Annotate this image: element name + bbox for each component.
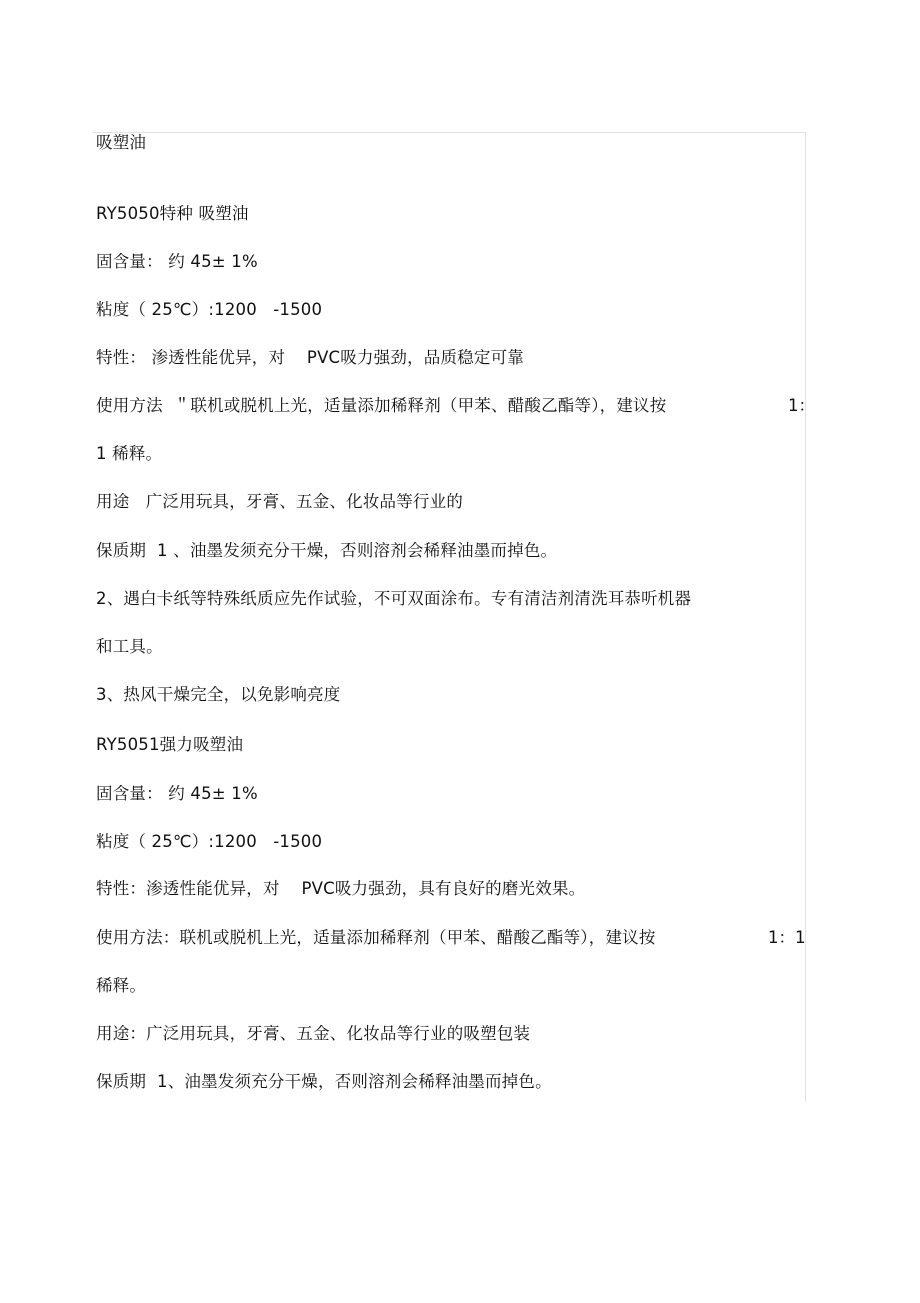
product-1-usage-ratio: 1： bbox=[788, 396, 815, 415]
product-2-purpose: 用途：广泛用玩具，牙膏、五金、化妆品等行业的吸塑包装 bbox=[96, 1024, 531, 1043]
doc-title: 吸塑油 bbox=[96, 133, 147, 152]
product-1-solid-content: 固含量： 约 45± 1% bbox=[96, 252, 258, 271]
product-2-usage-ratio: 1：1 bbox=[768, 928, 806, 947]
product-1-name: RY5050特种 吸塑油 bbox=[96, 204, 249, 223]
product-2-usage-cont: 稀释。 bbox=[96, 976, 147, 995]
page-frame bbox=[92, 132, 806, 1102]
product-1-usage-cont: 1 稀释。 bbox=[96, 444, 163, 463]
product-2-name: RY5051强力吸塑油 bbox=[96, 735, 244, 754]
product-1-note-3: 3、热风干燥完全，以免影响亮度 bbox=[96, 685, 341, 704]
product-1-shelf-life: 保质期 1 、油墨发须充分干燥，否则溶剂会稀释油墨而掉色。 bbox=[96, 541, 558, 560]
product-2-viscosity: 粘度（ 25℃）:1200 -1500 bbox=[96, 832, 323, 851]
product-1-note-2: 2、遇白卡纸等特殊纸质应先作试验，不可双面涂布。专有清洁剂清洗耳恭听机器 bbox=[96, 589, 692, 608]
product-1-usage: 使用方法 ＂联机或脱机上光，适量添加稀释剂（甲苯、醋酸乙酯等），建议按 bbox=[96, 396, 667, 415]
product-1-usage-ratio-clip bbox=[780, 396, 815, 418]
product-1-purpose: 用途 广泛用玩具，牙膏、五金、化妆品等行业的 bbox=[96, 492, 464, 511]
product-2-usage: 使用方法：联机或脱机上光，适量添加稀释剂（甲苯、醋酸乙酯等），建议按 bbox=[96, 928, 656, 947]
product-1-note-2-cont: 和工具。 bbox=[96, 637, 163, 656]
product-2-shelf-life: 保质期 1、油墨发须充分干燥，否则溶剂会稀释油墨而掉色。 bbox=[96, 1072, 552, 1091]
product-1-feature: 特性： 渗透性能优异，对 PVC吸力强劲，品质稳定可靠 bbox=[96, 348, 524, 367]
product-1-viscosity: 粘度（ 25℃）:1200 -1500 bbox=[96, 300, 323, 319]
product-2-feature: 特性：渗透性能优异，对 PVC吸力强劲，具有良好的磨光效果。 bbox=[96, 879, 586, 898]
product-2-solid-content: 固含量： 约 45± 1% bbox=[96, 784, 258, 803]
